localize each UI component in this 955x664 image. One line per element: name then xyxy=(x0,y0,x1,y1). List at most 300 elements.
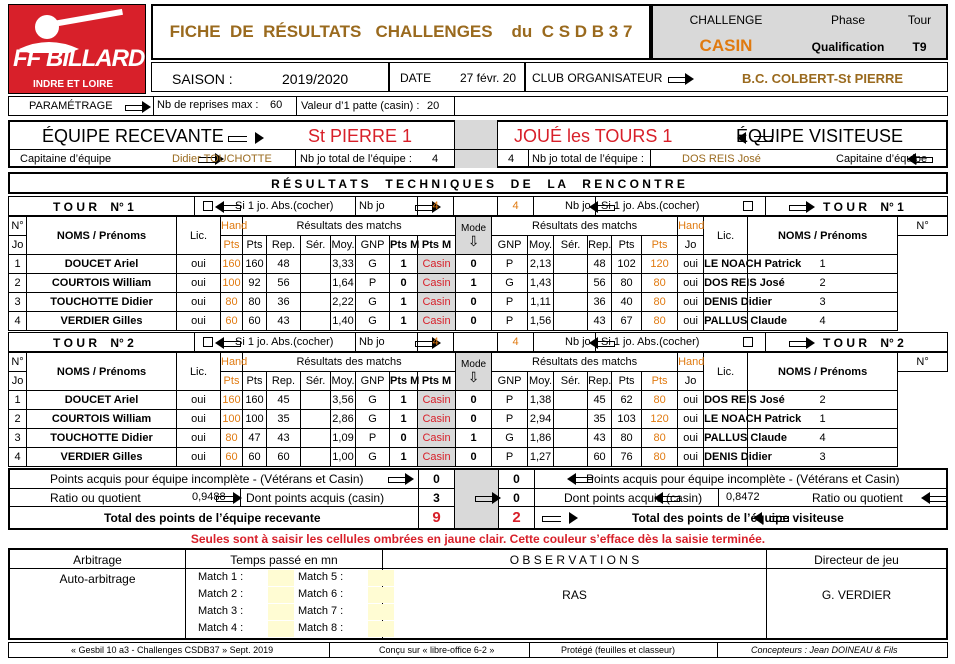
match-points-away: 0 xyxy=(456,312,492,331)
col-hand-pts-right: Pts xyxy=(642,372,678,391)
nbjo-left[interactable]: 4 xyxy=(432,336,439,348)
col-hand-right: Hand xyxy=(678,353,704,372)
reprises-away[interactable]: 48 xyxy=(588,255,612,274)
points-home[interactable]: 160 xyxy=(243,255,267,274)
player-number-home: 1 xyxy=(9,391,27,410)
away-nbjo[interactable]: 4 xyxy=(508,153,515,165)
totals-box xyxy=(8,468,948,530)
player-number-away: 3 xyxy=(748,293,898,312)
serie-home[interactable] xyxy=(301,448,331,467)
serie-home[interactable] xyxy=(301,255,331,274)
saison-value[interactable]: 2019/2020 xyxy=(282,71,349,87)
reprises-away[interactable]: 60 xyxy=(588,448,612,467)
arbitrage-label: Arbitrage xyxy=(73,553,122,567)
points-home[interactable]: 60 xyxy=(243,312,267,331)
ratio-label-right: Ratio ou quotient xyxy=(812,491,903,505)
incomplete-away[interactable]: 0 xyxy=(513,472,520,486)
col-lic-right: Lic. xyxy=(704,353,748,391)
game-mode: Casin xyxy=(418,391,456,410)
serie-home[interactable] xyxy=(301,391,331,410)
points-away[interactable]: 67 xyxy=(612,312,642,331)
col-gnp: GNP xyxy=(356,372,390,391)
serie-away[interactable] xyxy=(554,274,588,293)
gnp-away: P xyxy=(492,312,528,331)
footer-authors: Concepteurs : Jean DOINEAU & Fils xyxy=(751,645,898,655)
moyenne-away: 1,86 xyxy=(528,429,554,448)
col-mode xyxy=(456,217,492,255)
nbjo-right[interactable]: 4 xyxy=(512,336,519,348)
match-time-label: Match 4 : xyxy=(198,622,244,634)
table-row xyxy=(9,274,948,293)
handicap-away: 80 xyxy=(642,391,678,410)
handicap-away: 120 xyxy=(642,255,678,274)
serie-home[interactable] xyxy=(301,274,331,293)
match-points-away: 0 xyxy=(456,293,492,312)
col-rep-right: Rep. xyxy=(588,236,612,255)
away-team-name[interactable]: JOUÉ les TOURS 1 xyxy=(514,126,673,146)
player-name-away[interactable]: LE NOACH Patrick xyxy=(704,410,748,429)
challenge-label: CHALLENGE xyxy=(689,13,763,27)
match-time-label: Match 7 : xyxy=(298,605,344,617)
home-team-name[interactable]: St PIERRE 1 xyxy=(308,126,413,146)
points-away[interactable]: 102 xyxy=(612,255,642,274)
table-row xyxy=(9,410,948,429)
handicap-home: 80 xyxy=(221,429,243,448)
serie-home[interactable] xyxy=(301,293,331,312)
gnp-home: G xyxy=(356,391,390,410)
serie-away[interactable] xyxy=(554,312,588,331)
moyenne-away: 1,38 xyxy=(528,391,554,410)
match-time-label: Match 6 : xyxy=(298,588,344,600)
col-resultats-right: Résultats des matchs xyxy=(492,217,678,236)
club-value[interactable]: B.C. COLBERT-St PIERRE xyxy=(742,71,904,86)
match-time-input[interactable] xyxy=(268,621,294,637)
match-time-input[interactable] xyxy=(368,604,394,620)
license-home: oui xyxy=(177,255,221,274)
total-home-label: Total des points de l’équipe recevante xyxy=(104,511,321,525)
date-box xyxy=(389,62,525,92)
points-home[interactable]: 100 xyxy=(243,410,267,429)
nbjo-label-right: Nb jo xyxy=(565,200,591,212)
arrow-right-icon xyxy=(125,102,151,112)
player-number-home: 3 xyxy=(9,293,27,312)
col-ptsm-right: Pts M xyxy=(418,372,456,391)
serie-away[interactable] xyxy=(554,293,588,312)
col-pts: Pts xyxy=(243,236,267,255)
match-points-away: 1 xyxy=(456,274,492,293)
serie-away[interactable] xyxy=(554,429,588,448)
col-hand-pts: Pts xyxy=(221,372,243,391)
col-ptsm-right: Pts M xyxy=(418,236,456,255)
reprises-away[interactable]: 36 xyxy=(588,293,612,312)
col-jo-right: Jo xyxy=(678,372,704,391)
col-moy-right: Moy. xyxy=(528,372,554,391)
col-noms-right: NOMS / Prénoms xyxy=(748,353,898,391)
gnp-away: P xyxy=(492,410,528,429)
player-number-away: 4 xyxy=(748,312,898,331)
home-captain[interactable]: Didier TOUCHOTTE xyxy=(172,153,272,165)
mode-label: Mode xyxy=(461,359,487,370)
points-home[interactable]: 160 xyxy=(243,391,267,410)
player-name-home[interactable]: VERDIER Gilles xyxy=(27,448,177,467)
reprises-home[interactable]: 36 xyxy=(267,293,301,312)
home-nbjo-label: Nb jo total de l’équipe : xyxy=(300,153,412,165)
reprises-home[interactable]: 48 xyxy=(267,255,301,274)
nbjo-label-left: Nb jo xyxy=(359,336,385,348)
player-name-away[interactable]: LE NOACH Patrick xyxy=(704,255,748,274)
handicap-away: 80 xyxy=(642,448,678,467)
game-mode: Casin xyxy=(418,410,456,429)
date-label: DATE xyxy=(400,71,432,85)
moyenne-away: 1,11 xyxy=(528,293,554,312)
reprises-away[interactable]: 56 xyxy=(588,274,612,293)
observations-value[interactable]: RAS xyxy=(562,588,587,602)
challenge-value: CASIN xyxy=(699,36,753,55)
serie-home[interactable] xyxy=(301,429,331,448)
reprises-home[interactable]: 43 xyxy=(267,429,301,448)
away-captain-label: Capitaine d’équipe xyxy=(836,153,928,165)
col-jo-right: Jo xyxy=(678,236,704,255)
col-n: N° xyxy=(9,217,27,236)
match-time-input[interactable] xyxy=(368,570,394,586)
col-resultats: Résultats des matchs xyxy=(243,353,456,372)
section-title: R É S U L T A T S T E C H N I Q U E S D E L A R E N C O N T R E xyxy=(8,172,948,194)
player-number-home: 4 xyxy=(9,448,27,467)
license-away: oui xyxy=(678,448,704,467)
match-points-home: 0 xyxy=(390,274,418,293)
logo-brand: FF BILLARD xyxy=(13,45,145,72)
absence-checkbox-right[interactable] xyxy=(743,337,753,347)
gnp-away: P xyxy=(492,448,528,467)
player-number-away: 1 xyxy=(748,410,898,429)
reprises-cell xyxy=(153,96,297,116)
arbitrage-value[interactable]: Auto-arbitrage xyxy=(59,572,136,586)
game-mode: Casin xyxy=(418,429,456,448)
points-home[interactable]: 47 xyxy=(243,429,267,448)
match-points-away: 1 xyxy=(456,429,492,448)
arrow-left-icon xyxy=(921,493,947,503)
moyenne-home: 1,40 xyxy=(331,312,356,331)
handicap-away: 80 xyxy=(642,312,678,331)
player-number-away: 3 xyxy=(748,448,898,467)
col-ser-right: Sér. xyxy=(554,236,588,255)
col-jo: Jo xyxy=(9,236,27,255)
moyenne-away: 2,94 xyxy=(528,410,554,429)
reprises-home[interactable]: 43 xyxy=(267,312,301,331)
ratio-home: 0,9488 xyxy=(192,491,226,503)
reprises-home[interactable]: 35 xyxy=(267,410,301,429)
license-home: oui xyxy=(177,429,221,448)
match-points-away: 0 xyxy=(456,255,492,274)
footer-version: « Gesbil 10 a3 - Challenges CSDB37 » Sept. 2019 xyxy=(71,645,274,655)
match-points-home: 1 xyxy=(390,448,418,467)
license-away: oui xyxy=(678,429,704,448)
table-row xyxy=(9,255,948,274)
gnp-away: P xyxy=(492,293,528,312)
player-name-away[interactable]: PALLUS Claude xyxy=(704,429,748,448)
match-points-home: 1 xyxy=(390,410,418,429)
col-pts: Pts xyxy=(243,372,267,391)
handicap-home: 60 xyxy=(221,312,243,331)
gnp-away: P xyxy=(492,391,528,410)
col-hand-pts-right: Pts xyxy=(642,236,678,255)
player-name-away[interactable]: PALLUS Claude xyxy=(704,312,748,331)
col-ptsm: Pts M xyxy=(390,372,418,391)
arrow-right-icon xyxy=(668,74,694,84)
home-nbjo[interactable]: 4 xyxy=(432,153,439,165)
player-number-home: 2 xyxy=(9,410,27,429)
col-lic-right: Lic. xyxy=(704,217,748,255)
moyenne-away: 2,13 xyxy=(528,255,554,274)
player-name-home[interactable]: TOUCHOTTE Didier xyxy=(27,429,177,448)
gnp-home: G xyxy=(356,410,390,429)
mode-label: Mode xyxy=(461,223,487,234)
table-row xyxy=(9,429,948,448)
footer-protected: Protégé (feuilles et classeur) xyxy=(561,645,676,655)
handicap-away: 120 xyxy=(642,410,678,429)
reprises-value[interactable]: 60 xyxy=(270,99,283,111)
license-home: oui xyxy=(177,410,221,429)
moyenne-home: 3,33 xyxy=(331,255,356,274)
col-rep: Rep. xyxy=(267,236,301,255)
saison-box xyxy=(151,62,389,92)
points-away[interactable]: 76 xyxy=(612,448,642,467)
nbjo-label-left: Nb jo xyxy=(359,200,385,212)
match-time-label: Match 8 : xyxy=(298,622,344,634)
tour-title-left: T O U R N° 2 xyxy=(53,336,134,350)
moyenne-home: 1,64 xyxy=(331,274,356,293)
col-pts-right: Pts xyxy=(612,236,642,255)
col-hand-right: Hand xyxy=(678,217,704,236)
gnp-home: G xyxy=(356,293,390,312)
absence-label-right: Si 1 jo. Abs.(cocher) xyxy=(601,336,700,348)
player-name-away[interactable]: DENIS Didier xyxy=(704,293,748,312)
player-name-away[interactable]: DOS REIS José xyxy=(704,274,748,293)
home-captain-label: Capitaine d’équipe xyxy=(20,153,112,165)
nbjo-right[interactable]: 4 xyxy=(512,200,519,212)
player-name-away[interactable]: DOS REIS José xyxy=(704,391,748,410)
phase-value: Qualification xyxy=(811,40,885,54)
moyenne-away: 1,43 xyxy=(528,274,554,293)
gnp-home: G xyxy=(356,255,390,274)
patte-label: Valeur d’1 patte (casin) : xyxy=(301,100,420,112)
player-name-home[interactable]: DOUCET Ariel xyxy=(27,255,177,274)
incomplete-home[interactable]: 0 xyxy=(433,472,440,486)
match-time-input[interactable] xyxy=(268,604,294,620)
ratio-away: 0,8472 xyxy=(726,491,760,503)
absence-label-left: Si 1 jo. Abs.(cocher) xyxy=(235,200,334,212)
player-name-away[interactable]: DENIS Didier xyxy=(704,448,748,467)
col-n-right: N° xyxy=(898,353,948,372)
match-time-input[interactable] xyxy=(268,570,294,586)
gnp-home: G xyxy=(356,312,390,331)
reprises-home[interactable]: 56 xyxy=(267,274,301,293)
down-arrow-icon: ⇩ xyxy=(467,369,480,385)
col-n: N° xyxy=(9,353,27,372)
teams-box xyxy=(8,120,948,168)
col-noms: NOMS / Prénoms xyxy=(27,353,177,391)
moyenne-away: 1,27 xyxy=(528,448,554,467)
points-away[interactable]: 80 xyxy=(612,429,642,448)
handicap-home: 160 xyxy=(221,391,243,410)
player-name-home[interactable]: COURTOIS William xyxy=(27,274,177,293)
col-rep-right: Rep. xyxy=(588,372,612,391)
nbjo-left[interactable]: 4 xyxy=(432,200,439,212)
table-row xyxy=(9,391,948,410)
match-time-input[interactable] xyxy=(268,587,294,603)
arrow-right-icon xyxy=(789,202,815,212)
points-away[interactable]: 40 xyxy=(612,293,642,312)
col-hand: Hand xyxy=(221,353,243,372)
tour-title-right: T O U R N° 1 xyxy=(823,200,904,214)
away-nbjo-label: Nb jo total de l’équipe : xyxy=(532,153,644,165)
reprises-away[interactable]: 35 xyxy=(588,410,612,429)
col-noms: NOMS / Prénoms xyxy=(27,217,177,255)
game-mode: Casin xyxy=(418,255,456,274)
mode-gray-cell xyxy=(454,120,498,168)
serie-away[interactable] xyxy=(554,410,588,429)
game-mode: Casin xyxy=(418,293,456,312)
away-captain[interactable]: DOS REIS José xyxy=(682,153,761,165)
col-rep: Rep. xyxy=(267,372,301,391)
player-number-home: 1 xyxy=(9,255,27,274)
home-label: ÉQUIPE RECEVANTE xyxy=(42,126,224,146)
incomplete-label-left: Points acquis pour équipe incomplète - (Vétérans et Casin) xyxy=(50,472,364,486)
license-home: oui xyxy=(177,274,221,293)
phase-label: Phase xyxy=(830,13,866,27)
match-points-away: 0 xyxy=(456,391,492,410)
match-time-label: Match 2 : xyxy=(198,588,244,600)
col-lic: Lic. xyxy=(177,217,221,255)
license-away: oui xyxy=(678,293,704,312)
warning-text: Seules sont à saisir les cellules ombrées en jaune clair. Cette couleur s’efface dès la saisie terminée. xyxy=(190,532,766,546)
handicap-home: 60 xyxy=(221,448,243,467)
col-n-right: N° xyxy=(898,217,948,236)
logo-region: INDRE ET LOIRE xyxy=(32,79,113,90)
col-noms-right: NOMS / Prénoms xyxy=(748,217,898,255)
match-time-label: Match 1 : xyxy=(198,571,244,583)
player-name-home[interactable]: VERDIER Gilles xyxy=(27,312,177,331)
reprises-away[interactable]: 43 xyxy=(588,429,612,448)
serie-home[interactable] xyxy=(301,312,331,331)
tour-label: Tour xyxy=(907,13,932,27)
total-home: 9 xyxy=(432,509,441,526)
footer xyxy=(8,642,948,658)
player-name-home[interactable]: DOUCET Ariel xyxy=(27,391,177,410)
license-away: oui xyxy=(678,391,704,410)
nbjo-label-right: Nb jo xyxy=(565,336,591,348)
handicap-away: 80 xyxy=(642,293,678,312)
col-hand-pts: Pts xyxy=(221,236,243,255)
table-row xyxy=(9,293,948,312)
points-away[interactable]: 62 xyxy=(612,391,642,410)
reprises-home[interactable]: 60 xyxy=(267,448,301,467)
points-home[interactable]: 80 xyxy=(243,293,267,312)
player-number-away: 1 xyxy=(748,255,898,274)
col-gnp-right: GNP xyxy=(492,236,528,255)
down-arrow-icon: ⇩ xyxy=(467,233,480,249)
casin-label-left: Dont points acquis (casin) xyxy=(246,491,385,505)
observations-label: O B S E R V A T I O N S xyxy=(509,553,640,567)
col-ser: Sér. xyxy=(301,236,331,255)
license-home: oui xyxy=(177,448,221,467)
player-name-home[interactable]: COURTOIS William xyxy=(27,410,177,429)
match-points-away: 0 xyxy=(456,448,492,467)
moyenne-away: 1,56 xyxy=(528,312,554,331)
absence-checkbox-left[interactable] xyxy=(203,201,213,211)
license-home: oui xyxy=(177,312,221,331)
col-hand: Hand xyxy=(221,217,243,236)
points-home[interactable]: 92 xyxy=(243,274,267,293)
license-home: oui xyxy=(177,293,221,312)
reprises-home[interactable]: 45 xyxy=(267,391,301,410)
serie-away[interactable] xyxy=(554,255,588,274)
casin-home: 3 xyxy=(433,491,440,505)
player-number-home: 3 xyxy=(9,429,27,448)
serie-home[interactable] xyxy=(301,410,331,429)
match-points-away: 0 xyxy=(456,410,492,429)
serie-away[interactable] xyxy=(554,448,588,467)
player-name-home[interactable]: TOUCHOTTE Didier xyxy=(27,293,177,312)
reprises-away[interactable]: 45 xyxy=(588,391,612,410)
total-away-label: Total des points de l’équipe visiteuse xyxy=(632,511,844,525)
absence-checkbox-left[interactable] xyxy=(203,337,213,347)
moyenne-home: 1,09 xyxy=(331,429,356,448)
col-moy: Moy. xyxy=(331,372,356,391)
gnp-away: G xyxy=(492,274,528,293)
incomplete-label-right: Points acquis pour équipe incomplète - (Vétérans et Casin) xyxy=(586,472,900,486)
moyenne-home: 2,86 xyxy=(331,410,356,429)
ratio-label-left: Ratio ou quotient xyxy=(50,491,141,505)
total-away: 2 xyxy=(512,509,521,526)
table-row xyxy=(9,312,948,331)
license-away: oui xyxy=(678,410,704,429)
col-gnp: GNP xyxy=(356,236,390,255)
player-number-home: 4 xyxy=(9,312,27,331)
date-value[interactable]: 27 févr. 20 xyxy=(460,71,517,85)
match-points-home: 1 xyxy=(390,293,418,312)
moyenne-home: 2,22 xyxy=(331,293,356,312)
serie-away[interactable] xyxy=(554,391,588,410)
col-ser-right: Sér. xyxy=(554,372,588,391)
directeur-value[interactable]: G. VERDIER xyxy=(821,588,892,602)
gnp-home: P xyxy=(356,429,390,448)
col-moy-right: Moy. xyxy=(528,236,554,255)
handicap-away: 80 xyxy=(642,429,678,448)
points-home[interactable]: 60 xyxy=(243,448,267,467)
col-jo: Jo xyxy=(9,372,27,391)
table-row xyxy=(9,448,948,467)
points-away[interactable]: 80 xyxy=(612,274,642,293)
points-away[interactable]: 103 xyxy=(612,410,642,429)
handicap-home: 100 xyxy=(221,274,243,293)
club-box xyxy=(525,62,948,92)
arrow-right-icon xyxy=(789,338,815,348)
match-time-input[interactable] xyxy=(368,621,394,637)
handicap-home: 100 xyxy=(221,410,243,429)
absence-checkbox-right[interactable] xyxy=(743,201,753,211)
tour-title-left: T O U R N° 1 xyxy=(53,200,134,214)
casin-away: 0 xyxy=(513,491,520,505)
patte-value[interactable]: 20 xyxy=(427,100,440,112)
player-number-away: 2 xyxy=(748,391,898,410)
col-moy: Moy. xyxy=(331,236,356,255)
absence-label-right: Si 1 jo. Abs.(cocher) xyxy=(601,200,700,212)
challenge-box xyxy=(651,4,948,60)
match-points-home: 1 xyxy=(390,255,418,274)
absence-label-left: Si 1 jo. Abs.(cocher) xyxy=(235,336,334,348)
reprises-away[interactable]: 43 xyxy=(588,312,612,331)
